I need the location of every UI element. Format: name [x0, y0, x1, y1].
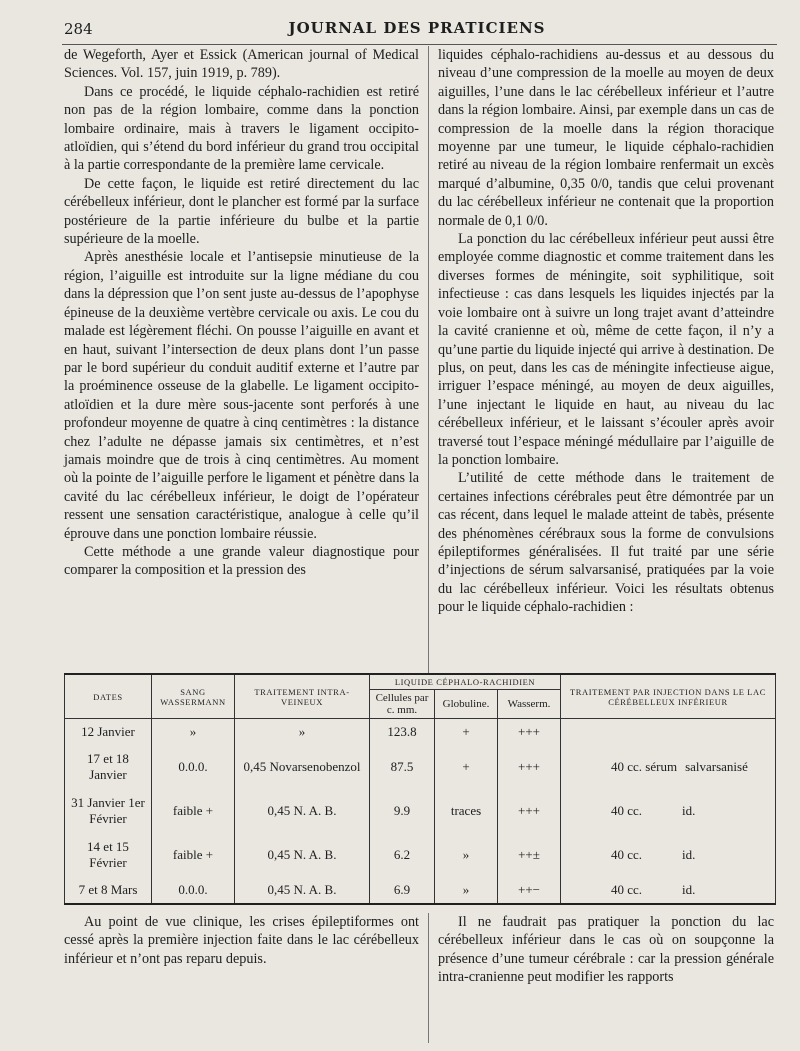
bottom-column-divider	[428, 913, 429, 1043]
cell-sang: »	[152, 719, 235, 745]
cell-globuline: »	[435, 877, 498, 904]
cell-wasserm: ++±	[498, 833, 561, 877]
results-table-wrapper	[64, 673, 776, 905]
cell-injection	[561, 877, 776, 904]
header-sang: SANG WASSERMANN	[152, 674, 235, 719]
header-liquide: LIQUIDE CÉPHALO-RACHIDIEN	[370, 674, 561, 690]
header-wasserm: Wasserm.	[498, 690, 561, 719]
header-injection: TRAITEMENT PAR INJECTION DANS LE LAC CÉRÉBELLEUX INFÉRIEUR	[561, 674, 776, 719]
cell-injection	[561, 833, 776, 877]
injection-dose: 40 cc. sérum	[611, 758, 678, 774]
table-row	[65, 877, 776, 904]
bottom-right-column	[438, 913, 774, 987]
cell-sang: 0.0.0.	[152, 877, 235, 904]
cell-globuline: »	[435, 833, 498, 877]
cell-globuline: traces	[435, 789, 498, 833]
injection-detail: id.	[682, 847, 696, 863]
bottom-left-column	[64, 913, 419, 968]
cell-date: 17 et 18 Janvier	[65, 745, 152, 789]
cell-globuline: +	[435, 719, 498, 745]
cell-traitement: 0,45 N. A. B.	[235, 789, 370, 833]
cell-globuline: +	[435, 745, 498, 789]
cell-wasserm: +++	[498, 789, 561, 833]
injection-dose: 40 cc.	[611, 882, 643, 898]
paragraph-technique: Après anesthésie locale et l’antisepsie minutieuse de la région, l’aiguille est introduite sur la ligne médiane du cou dans la dépression que l’on sent juste au-dessus de l’apophyse épineuse de la deuxième vertèbre cervicale ou axis. Le cou du malade est légèrement fléchi. On pousse l’aiguille en avant et en haut, suivant l’intersection de deux plans dont l’un passe par le bord supérieur du conduit auditif externe et l’autre par la proéminence osseuse de la glabelle. Le ligament occipito-atloïdien et la dure mère sous-jacente sont perforés à une profondeur moyenne de quatre à cinq centimètres : la distance chez l’adulte ne dépasse jamais six centimètres, et n’est jamais moindre que de trois à cinq centimètres. Au moment où la pointe de l’aiguille perfore le ligament et pénètre dans la cavité du lac cérébelleux inférieur, le doigt de l’opérateur ressent une sensation caractéristique, analogue à celle qu’il éprouve dans une ponction lombaire réussie.	[64, 249, 419, 542]
cell-wasserm: +++	[498, 719, 561, 745]
paragraph-meningitis: La ponction du lac cérébelleux inférieur peut aussi être employée comme diagnostic et comme traitement dans les diverses formes de méningite, soit syphilitique, soit infectieuse : cas dans lesquels les liquides injectés par la voie lombaire ont à suivre un long trajet avant d’atteindre la cavité cranienne et où, même de cette façon, il n’y a qu’une partie du liquide injecté qui arrive à destination. De plus, on peut, dans les cas de méningite infectieuse aigue, irriguer l’espace méningé, au moyen de deux aiguilles, l’une injectant le liquide en haut, au niveau du lac cérébelleux inférieur, et le laissant s’écouler après avoir traversé tout l’espace méningé médullaire par l’aiguille de la ponction lombaire.	[438, 231, 774, 468]
injection-dose: 40 cc.	[611, 847, 643, 863]
table-row	[65, 833, 776, 877]
paragraph-citation: de Wegeforth, Ayer et Essick (American journal of Medical Sciences. Vol. 157, juin 1919, p. 789).	[64, 47, 419, 82]
cell-date: 12 Janvier	[65, 719, 152, 745]
cell-cellules: 123.8	[370, 719, 435, 745]
cell-sang: faible +	[152, 789, 235, 833]
paragraph-diagnostic: Cette méthode a une grande valeur diagnostique pour comparer la composition et la pression des	[64, 543, 419, 579]
injection-detail: salvarsanisé	[685, 758, 748, 774]
paragraph-clinical: Au point de vue clinique, les crises épileptiformes ont cessé après la première injection faite dans le lac cérébelleux inférieur et n’ont pas reparu depuis.	[64, 914, 419, 967]
cell-traitement: 0,45 Novarsenobenzol	[235, 745, 370, 789]
header-dates: DATES	[65, 674, 152, 719]
cell-injection	[561, 789, 776, 833]
paragraph-procedure: Dans ce procédé, le liquide céphalo-rachidien est retiré non pas de la région lombaire, comme dans la ponction lombaire ordinaire, mais à travers le ligament occipito-atloïdien, qui s’étend du bord inférieur du grand trou occipital à la partie correspondante de la première lame cervicale.	[64, 83, 419, 174]
injection-detail: id.	[682, 882, 696, 898]
results-table	[64, 673, 776, 905]
cell-date: 7 et 8 Mars	[65, 877, 152, 904]
header-rule	[62, 44, 777, 45]
cell-wasserm: +++	[498, 745, 561, 789]
cell-traitement: 0,45 N. A. B.	[235, 833, 370, 877]
cell-cellules: 87.5	[370, 745, 435, 789]
cell-wasserm: ++−	[498, 877, 561, 904]
left-column	[64, 46, 419, 580]
table-row	[65, 789, 776, 833]
header-cellules: Cellules par c. mm.	[370, 690, 435, 719]
paragraph-compression: liquides céphalo-rachidiens au-dessus et au dessous du niveau d’une compression de la moelle au moyen de deux aiguilles, l’une dans le lac cérébelleux inférieur et l’autre dans la région lombaire. Ainsi, par exemple dans un cas de compression de la moelle dans la région thoracique moyenne par une tumeur, le liquide céphalo-rachidien retiré au niveau de la région lombaire renfermait un excès marqué d’albumine, 0,35 0/0, tandis que celui provenant du lac cérébelleux inférieur ne contenait que la proportion normale de 0,1 0/0.	[438, 47, 774, 229]
cell-sang: 0.0.0.	[152, 745, 235, 789]
page-header	[62, 18, 772, 44]
cell-sang: faible +	[152, 833, 235, 877]
cell-cellules: 6.9	[370, 877, 435, 904]
cell-injection	[561, 719, 776, 745]
injection-dose: 40 cc.	[611, 802, 643, 818]
header-globuline: Globuline.	[435, 690, 498, 719]
injection-detail: id.	[682, 802, 696, 818]
running-title: JOURNAL DES PRATICIENS	[288, 19, 546, 37]
paragraph-case: L’utilité de cette méthode dans le traitement de certaines infections cérébrales peut être démontrée par un cas récent, dans lequel le malade atteint de tabès, présente des phénomènes cérébraux sous la forme de convulsions épileptiformes généralisées. Il fut traité par une série d’injections de sérum salvarsanisé, pratiquées par la voie du lac cérébelleux inférieur. Voici les résultats obtenus pour le liquide céphalo-rachidien :	[438, 470, 774, 616]
paragraph-warning: Il ne faudrait pas pratiquer la ponction du lac cérébelleux inférieur dans le cas où on soupçonne la présence d’une tumeur cérébrale : car la pression générale intra-cranienne peut modifier les rapports	[438, 914, 774, 986]
cell-traitement: »	[235, 719, 370, 745]
page-number: 284	[64, 20, 93, 38]
cell-injection	[561, 745, 776, 789]
table-row	[65, 719, 776, 745]
header-traitement: TRAITEMENT INTRA-VEINEUX	[235, 674, 370, 719]
cell-cellules: 9.9	[370, 789, 435, 833]
column-divider	[428, 46, 429, 674]
table-row	[65, 745, 776, 789]
paragraph-method: De cette façon, le liquide est retiré directement du lac cérébelleux inférieur, dont le plancher est formé par la surface postérieure de la partie inférieure du bulbe et la partie supérieure de la moelle.	[64, 175, 419, 248]
right-column	[438, 46, 774, 617]
cell-cellules: 6.2	[370, 833, 435, 877]
cell-traitement: 0,45 N. A. B.	[235, 877, 370, 904]
cell-date: 14 et 15 Février	[65, 833, 152, 877]
cell-date: 31 Janvier 1er Février	[65, 789, 152, 833]
